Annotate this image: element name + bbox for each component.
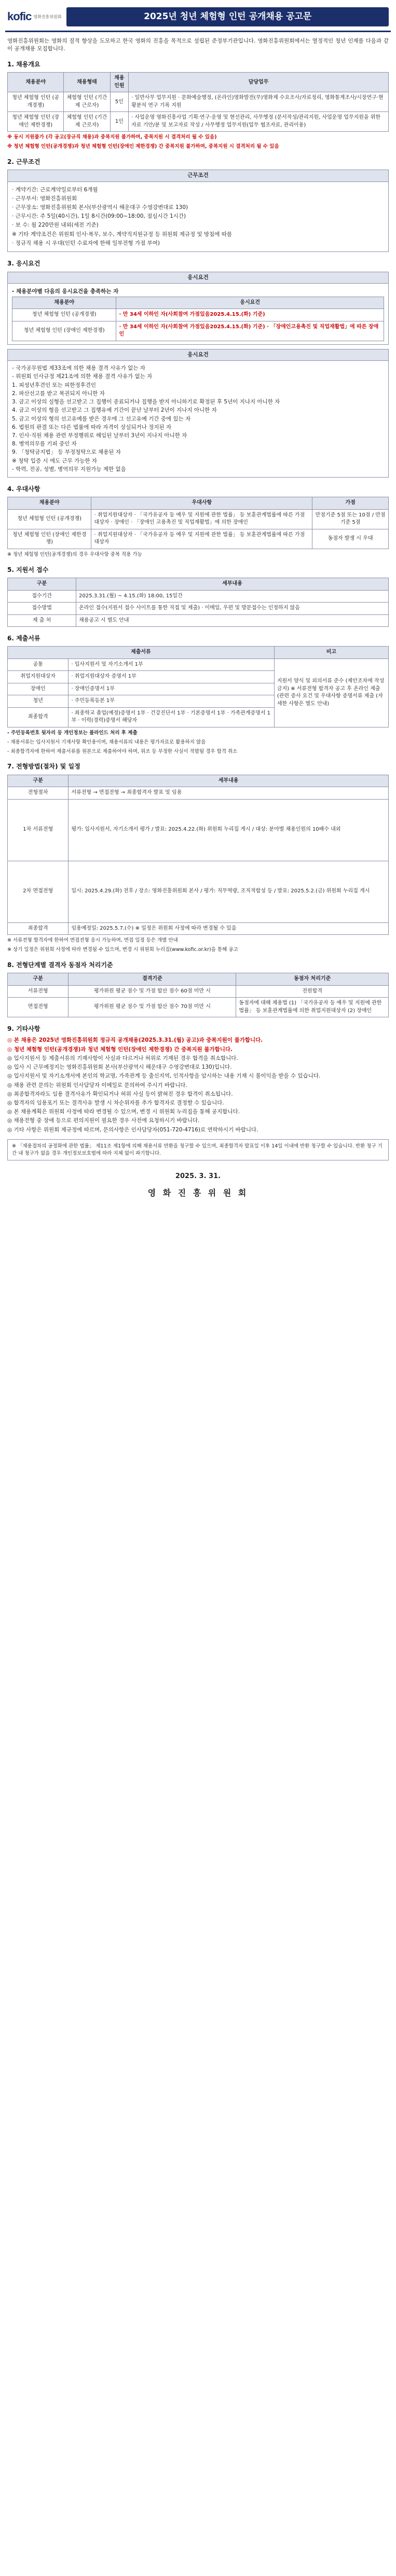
th-field: 채용분야 xyxy=(8,497,91,510)
req-line: 9. 「청탁금지법」 등 부정청탁으로 채용된 자 xyxy=(12,449,121,456)
kofic-logo xyxy=(7,8,61,25)
table-row xyxy=(12,309,384,321)
box-head: 응시요건 xyxy=(8,349,388,361)
table-row xyxy=(12,321,384,341)
cell-items: · 취업지원대상자 · 「국가유공자 등 예우 및 지원에 관한 법률」 등 보훈관계법률에 따른 가점 대상자 xyxy=(91,529,312,549)
cell-v: 온라인 접수(지원서 접수 사이트를 통한 직접 및 제출) · 이메일, 우편 및 방문접수는 인정하지 않음 xyxy=(76,603,389,615)
condition-line: · 보 수: 월 220만원 내외(세전 기준) xyxy=(12,222,99,229)
cell-field: 청년 체험형 인턴 (장애인 제한경쟁) xyxy=(8,529,91,549)
cell-v: 채용공고 시 별도 안내 xyxy=(76,614,389,627)
table-row xyxy=(8,985,389,998)
return-notice: ※ 「채용절차의 공정화에 관한 법률」 제11조 제1항에 의해 채용서류 반환을 청구할 수 있으며, 최종합격자 발표일 이후 14일 이내에 반환 청구할 수 있습니다. 반환 청구 기간 내 청구가 없을 경우 개인정보보호법에 따라 지체 없이 파기합니다. xyxy=(7,1139,389,1161)
misc-item: ◎ 최종합격자라도 임용 결격사유가 확인되거나 허위 사실 등이 밝혀진 경우 합격이 취소됩니다. xyxy=(7,1090,233,1097)
table-row xyxy=(8,112,389,132)
condition-line: · 근무부서: 영화진흥위원회 xyxy=(12,195,77,202)
common-requirements-box xyxy=(7,349,389,478)
cell-duty: · 일반사무 업무지원 · 문화예술행정, (온라인)영화발전(무)영화제 수요조사/자료정리, 영화통계조사/시장연구·현황분석 연구 기록 지원 xyxy=(129,92,389,112)
table-row xyxy=(8,603,389,615)
section-title-misc: 9. 기타사항 xyxy=(7,1025,40,1033)
th-note: 비고 xyxy=(274,647,388,659)
documents-note: - 채용서류는 입사지원서 기재사항 확인용이며, 채용서류의 내용은 평가자료로 활용하지 않음 xyxy=(7,739,206,745)
cell-tie: 전원합격 xyxy=(236,985,389,998)
misc-item: ◎ 청년 체험형 인턴(공개경쟁)과 청년 체험형 인턴(장애인 제한경쟁) 간 중복지원 불가합니다. xyxy=(7,1046,233,1053)
logo-mark: kofic xyxy=(7,10,32,23)
misc-item: ◎ 합격자의 임용포기 또는 결격사유 발생 시 차순위자를 추가 합격자로 결정할 수 있습니다. xyxy=(7,1100,224,1106)
condition-line: · 근무장소: 영화진흥위원회 본사(부산광역시 해운대구 수영강변대로 130) xyxy=(12,204,188,211)
cell-v: 평가위원 평균 점수 및 가점 합산 점수 60점 미만 시 xyxy=(69,985,236,998)
documents-note: - 최종합격자에 한하여 제출서류를 원본으로 제출하여야 하며, 위조 등 부정한 사실이 적발될 경우 합격 취소 xyxy=(7,748,238,754)
cell-tie: 동점자에 대해 채용법 (1) 「국가유공자 등 예우 및 지원에 관한 법률」 등 보훈관계법률에 의한 취업지원대상자 (2) 장애인 xyxy=(236,998,389,1017)
req-line: 2. 파산선고를 받고 복권되지 아니한 자 xyxy=(12,390,105,397)
table-row xyxy=(8,590,389,603)
cell-k: 접수방법 xyxy=(8,603,76,615)
table-row xyxy=(8,787,389,800)
box-head: 응시요건 xyxy=(8,272,388,284)
process-note: ※ 상기 일정은 위원회 사정에 따라 변경될 수 있으며, 변경 시 위원회 누리집(www.kofic.or.kr)을 통해 공고 xyxy=(7,946,238,953)
cell-v: 임용예정일: 2025.5.7.(수) ※ 일정은 위원회 사정에 따라 변경될 수 있음 xyxy=(69,922,389,935)
notice-page xyxy=(5,0,391,1211)
section-title-overview: 1. 채용개요 xyxy=(7,61,40,68)
cell-type: 체험형 인턴 (기간제 근로자) xyxy=(64,112,110,132)
cell-points: 만점기준 5점 또는 10점 / 만점기준 5점 xyxy=(312,509,389,529)
misc-item: ◎ 입사지원서 등 제출서류의 기재사항이 사실과 다르거나 허위로 기재된 경우 합격을 취소합니다. xyxy=(7,1055,238,1061)
th-v: 세부내용 xyxy=(76,578,389,591)
overview-table xyxy=(7,72,389,132)
misc-item: ◎ 입사 시 근무예정지는 영화진흥위원회 본사(부산광역시 해운대구 수영강변대로 130)입니다. xyxy=(7,1064,232,1071)
cell-k: 장애인 xyxy=(8,683,69,695)
cell-v: 일시: 2025.4.29.(화) 전후 / 장소: 영화진흥위원회 본사 / 평가: 직무역량, 조직적합성 등 / 발표: 2025.5.2.(금) 위원회 누리집 게시 xyxy=(69,861,389,922)
th-req: 응시요건 xyxy=(116,297,384,309)
th-field: 채용분야 xyxy=(8,73,64,92)
cell-v: 2025.3.31.(월) ~ 4.15.(화) 18:00, 15일간 xyxy=(76,590,389,603)
req-line: 4. 금고 이상의 형을 선고받고 그 집행유예 기간이 끝난 날부터 2년이 지나지 아니한 자 xyxy=(12,407,217,414)
page-header xyxy=(5,4,391,32)
condition-line: ※ 기타 계약조건은 위원회 인사·복무, 보수, 계약직지원규정 등 위원회 제규정 및 방침에 따름 xyxy=(12,231,233,237)
section-title-application: 5. 지원서 접수 xyxy=(7,566,49,573)
th-type: 채용형태 xyxy=(64,73,110,92)
cell-k: 최종합격 xyxy=(8,922,69,935)
req-line: - 위원회 인사규정 제21조에 의한 채용 결격 사유가 없는 자 xyxy=(12,373,153,380)
th-duty: 담당업무 xyxy=(129,73,389,92)
cell-k: 서류전형 xyxy=(8,985,69,998)
cell-k: 1차 서류전형 xyxy=(8,799,69,861)
misc-item: ◎ 채용 관련 문의는 위원회 인사담당자 이메일로 문의하여 주시기 바랍니다. xyxy=(7,1082,187,1088)
cell-req: · 만 34세 이하인 자(사회참여 가점있음2025.4.15.(화) 기준) xyxy=(116,309,384,321)
misc-item: ◎ 입사지원서 및 자기소개서에 본인의 학교명, 가족관계 등 출신지역, 인적사항을 암시하는 내용 기재 시 불이익을 받을 수 있습니다. xyxy=(7,1073,321,1080)
application-table xyxy=(7,578,389,627)
th-v: 세부내용 xyxy=(69,775,389,787)
process-table xyxy=(7,775,389,935)
table-row xyxy=(8,922,389,935)
req-line: - 학력, 전공, 성별, 병역의무 지원가능 제한 없음 xyxy=(12,466,126,472)
conditions-box xyxy=(7,170,389,252)
condition-line: · 근무시간: 주 5일(40시간), 1일 8시간(09:00~18:00, 점심시간 1시간) xyxy=(12,213,186,220)
cell-field: 청년 체험형 인턴 (공개경쟁) xyxy=(8,92,64,112)
requirements-subtitle: - 채용분야별 다음의 응시요건을 충족하는 자 xyxy=(12,288,119,295)
cell-k: 면접전형 xyxy=(8,998,69,1017)
misc-item: ◎ 기타 사항은 위원회 제규정에 따르며, 문의사항은 인사담당자(051-720-4716)로 연락하시기 바랍니다. xyxy=(7,1126,258,1133)
cell-k: 전형절차 xyxy=(8,787,69,800)
section-title-tiebreak: 8. 전형단계별 결격자 동점자 처리기준 xyxy=(7,961,113,969)
box-head: 근무조건 xyxy=(8,170,388,181)
section-title-requirements: 3. 응시요건 xyxy=(7,260,40,268)
intro-text: 영화진흥위원회는 영화의 질적 향상을 도모하고 한국 영화의 진흥을 목적으로 설립된 준정부기관입니다. 영화진흥위원회에서는 열정적인 청년 인재를 다음과 같이 공개채용 모집합니다. xyxy=(7,37,389,52)
cell-count: 5인 xyxy=(110,92,128,112)
cell-v: 평가: 입사지원서, 자기소개서 평가 / 발표: 2025.4.22.(화) 위원회 누리집 게시 / 대상: 분야별 채용인원의 10배수 내외 xyxy=(69,799,389,861)
section-title-preferences: 4. 우대사항 xyxy=(7,485,40,493)
cell-points: 동점자 발생 시 우대 xyxy=(312,529,389,549)
cell-k: 2차 면접전형 xyxy=(8,861,69,922)
req-line: 1. 피성년후견인 또는 피한정후견인 xyxy=(12,382,97,388)
cell-k: 최종합격 xyxy=(8,707,69,727)
th-field: 채용분야 xyxy=(12,297,116,309)
table-row xyxy=(8,529,389,549)
th-items: 우대사항 xyxy=(91,497,312,510)
footer-date: 2025. 3. 31. xyxy=(175,1172,221,1181)
cell-v: · 취업지원대상자 증명서 1부 xyxy=(69,671,274,683)
th-tie: 동점자 처리기준 xyxy=(236,973,389,986)
documents-table xyxy=(7,646,389,727)
preferences-table xyxy=(7,497,389,549)
misc-item: ◎ 채용전형 중 장애 등으로 편의지원이 필요한 경우 사전에 요청하시기 바랍니다. xyxy=(7,1117,200,1124)
cell-req: · 만 34세 이하인 자(사회참여 가점있음2025.4.15.(화) 기준) · 「장애인고용촉진 및 직업재활법」에 따른 장애인 xyxy=(116,321,384,341)
footer-org: 영 화 진 흥 위 원 회 xyxy=(147,1188,249,1198)
th-v: 결격기준 xyxy=(69,973,236,986)
cell-v: · 최종학교 졸업(예정)증명서 1부 · 건강진단서 1부 · 기본증명서 1부 · 가족관계증명서 1부 · 이력(경력)증명서 해당자 xyxy=(69,707,274,727)
cell-v: 서류전형 → 면접전형 → 최종합격자 발표 및 임용 xyxy=(69,787,389,800)
section-title-process: 7. 전형방법(절차) 및 일정 xyxy=(7,763,80,771)
condition-line: · 계약기간: 근로계약일로부터 6개월 xyxy=(12,186,98,193)
req-line: 8. 병역의무를 기피 중인 자 xyxy=(12,441,77,447)
cell-k: 취업지원대상자 xyxy=(8,671,69,683)
cell-count: 1인 xyxy=(110,112,128,132)
logo-sub: 영화진흥위원회 xyxy=(33,14,62,19)
th-docs: 제출서류 xyxy=(8,647,275,659)
section-title-conditions: 2. 근무조건 xyxy=(7,158,40,165)
table-row xyxy=(8,509,389,529)
condition-line: · 정규직 채용 시 우대(인턴 수료자에 한해 일부전형 가점 부여) xyxy=(12,240,160,246)
table-row xyxy=(8,799,389,861)
req-line: 3. 금고 이상의 실형을 선고받고 그 집행이 종료되거나 집행을 받지 아니하기로 확정된 후 5년이 지나지 아니한 자 xyxy=(12,399,280,405)
table-row xyxy=(8,861,389,922)
preferences-note: ※ 청년 체험형 인턴(공개경쟁)의 경우 우대사항 중복 적용 가능 xyxy=(7,551,142,557)
th-count: 채용인원 xyxy=(110,73,128,92)
cell-v: · 장애인증명서 1부 xyxy=(69,683,274,695)
th-k: 구분 xyxy=(8,578,76,591)
process-note: ※ 서류전형 합격자에 한하여 면접전형 응시 가능하며, 면접 일정 등은 개별 안내 xyxy=(7,937,178,944)
cell-items: · 취업지원대상자 · 「국가유공자 등 예우 및 지원에 관한 법률」 등 보훈관계법률에 따른 가점 대상자 · 장애인 · 「장애인 고용촉진 및 직업재활법」에 의한 장애인 xyxy=(91,509,312,529)
req-line: - 국가공무원법 제33조에 의한 채용 결격 사유가 없는 자 xyxy=(12,365,145,372)
section-title-documents: 6. 제출서류 xyxy=(7,635,40,642)
th-k: 구분 xyxy=(8,973,69,986)
cell-field: 청년 체험형 인턴 (장애인 제한경쟁) xyxy=(12,321,116,341)
misc-item: ◎ 본 채용은 2025년 영화진흥위원회 정규직 공개채용(2025.3.31.(월) 공고)과 중복지원이 불가합니다. xyxy=(7,1037,263,1044)
cell-v: · 입사지원서 및 자기소개서 1부 xyxy=(69,659,274,671)
misc-list xyxy=(7,1037,389,1133)
cell-v: · 주민등록등본 1부 xyxy=(69,695,274,708)
overview-note: ※ 동시 지원불가 (각 공고(장규직 채용)과 중복지원 불가하며, 중복지원 시 결격처리 될 수 있음) xyxy=(7,134,217,141)
cell-field: 청년 체험형 인턴 (공개경쟁) xyxy=(8,509,91,529)
cell-duty: · 사업운영 영화진흥사업 기획·연구·운영 및 현선관리, 사무행정 (문서작성/관리지원, 사업운영 업무지원을 위한 자료 기안/분 및 보고자료 작성 / 사무행정 업무지원(업무 협조자료, 관리이용) xyxy=(129,112,389,132)
req-line: 6. 법원의 판결 또는 다른 법률에 따라 자격이 상실되거나 정지된 자 xyxy=(12,424,172,430)
req-line: 7. 인사·직원 채용 관련 부정행위로 해임된 날부터 3년이 지나지 아니한 자 xyxy=(12,432,187,439)
th-k: 구분 xyxy=(8,775,69,787)
documents-note: - 주민등록번호 뒷자리 등 개인정보는 블라인드 처리 후 제출 xyxy=(7,730,138,736)
cell-k: 공통 xyxy=(8,659,69,671)
cell-k: 제 출 처 xyxy=(8,614,76,627)
cell-field: 청년 체험형 인턴 (공개경쟁) xyxy=(12,309,116,321)
cell-k: 청년 xyxy=(8,695,69,708)
overview-note: ※ 청년 체험형 인턴(공개경쟁)과 청년 체험형 인턴(장애인 제한경쟁) 간 중복지원 불가하며, 중복지원 시 결격처리 될 수 있음 xyxy=(7,144,279,150)
cell-k: 접수기간 xyxy=(8,590,76,603)
th-points: 가점 xyxy=(312,497,389,510)
cell-field: 청년 체험형 인턴 (장애인 제한경쟁) xyxy=(8,112,64,132)
req-line: 5. 금고 이상의 형의 선고유예를 받은 경우에 그 선고유예 기간 중에 있는 자 xyxy=(12,415,191,422)
tiebreak-table xyxy=(7,973,389,1017)
misc-item: ◎ 본 채용계획은 위원회 사정에 따라 변경될 수 있으며, 변경 시 위원회 누리집을 통해 공지합니다. xyxy=(7,1109,240,1115)
requirements-table xyxy=(12,297,384,341)
table-row xyxy=(8,659,389,671)
cell-note: 지원서 양식 및 외의서류 준수 (제안조차에 작성 금지) ※ 서류전형 합격자 공고 후 온라인 제출 (관련 증사 요건 및 우대사항 증명서류 제출 (자세한 사항은 별도 안내) xyxy=(274,659,388,727)
table-row xyxy=(8,998,389,1017)
req-line: ※ 청탁 입증 시 에도 근무 가능한 자 xyxy=(12,457,98,464)
table-row xyxy=(8,92,389,112)
cell-v: 평가위원 평균 점수 및 가점 합산 점수 70점 미만 시 xyxy=(69,998,236,1017)
page-title: 2025년 청년 체험형 인턴 공개채용 공고문 xyxy=(66,7,389,26)
table-row xyxy=(8,614,389,627)
cell-type: 체험형 인턴 (기간제 근로자) xyxy=(64,92,110,112)
requirements-box xyxy=(7,272,389,345)
